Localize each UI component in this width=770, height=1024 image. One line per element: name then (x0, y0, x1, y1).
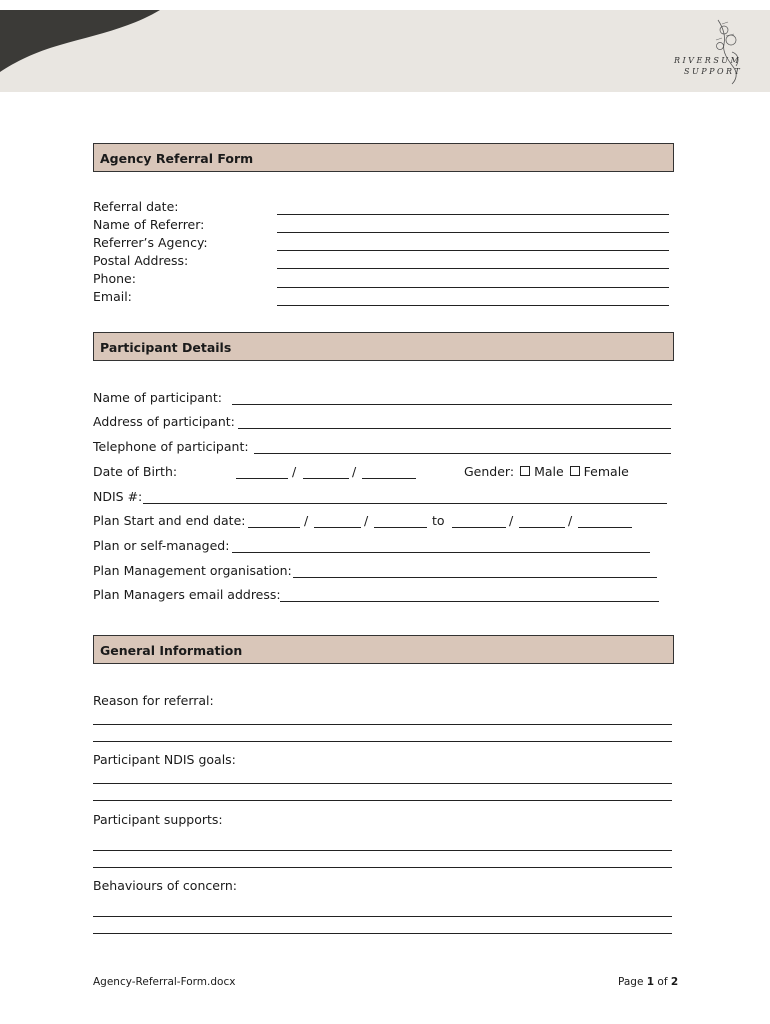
decorative-swoosh (0, 10, 170, 80)
input-line-participant-supports[interactable] (93, 867, 672, 868)
page-of: of (654, 976, 671, 988)
input-line-name-of-participant[interactable] (232, 404, 672, 405)
input-line-referrers-agency[interactable] (277, 250, 669, 251)
field-label-address-of-participant: Address of participant: (93, 414, 235, 429)
gender-male-label: Male (534, 464, 564, 479)
input-line-dob-day[interactable] (236, 478, 288, 479)
field-label-reason-for-referral: Reason for referral: (93, 693, 214, 708)
input-line-participant-ndis-goals[interactable] (93, 783, 672, 784)
field-label-postal-address: Postal Address: (93, 253, 189, 268)
gender-female-label: Female (583, 464, 629, 479)
section-general-information: General Information (93, 635, 674, 664)
input-line-name-of-referrer[interactable] (277, 232, 669, 233)
field-label-plan-dates: Plan Start and end date: (93, 513, 246, 528)
input-line-participant-ndis-goals[interactable] (93, 800, 672, 801)
input-line-participant-supports[interactable] (93, 850, 672, 851)
plan-dates-to-label: to (432, 513, 445, 528)
input-line-ndis-number[interactable] (143, 503, 667, 504)
field-label-referrers-agency: Referrer’s Agency: (93, 235, 208, 250)
input-line-dob-month[interactable] (303, 478, 349, 479)
input-line-plan-start-year[interactable] (374, 527, 427, 528)
field-label-name-of-participant: Name of participant: (93, 390, 222, 405)
footer-page-number (618, 976, 678, 988)
input-line-behaviours-of-concern[interactable] (93, 933, 672, 934)
input-line-plan-end-day[interactable] (452, 527, 506, 528)
plan-end-separator: / (509, 513, 514, 528)
page-prefix: Page (618, 976, 647, 988)
input-line-plan-managers-email[interactable] (280, 601, 659, 602)
input-line-phone[interactable] (277, 287, 669, 288)
page-current: 1 (646, 976, 655, 988)
field-label-telephone-of-participant: Telephone of participant: (93, 439, 249, 454)
gender-group (464, 464, 629, 479)
logo-text-line1: RIVERSUM (674, 56, 742, 65)
input-line-telephone-of-participant[interactable] (254, 453, 671, 454)
input-line-plan-management-organisation[interactable] (293, 577, 657, 578)
field-label-plan-managers-email: Plan Managers email address: (93, 587, 281, 602)
field-label-ndis-number: NDIS #: (93, 489, 143, 504)
footer-filename: Agency-Referral-Form.docx (93, 976, 236, 988)
logo-text-line2: SUPPORT (684, 67, 743, 76)
input-line-email[interactable] (277, 305, 669, 306)
field-label-behaviours-of-concern: Behaviours of concern: (93, 878, 237, 893)
input-line-plan-start-month[interactable] (314, 527, 361, 528)
input-line-referral-date[interactable] (277, 214, 669, 215)
field-label-phone: Phone: (93, 271, 136, 286)
input-line-plan-or-self-managed[interactable] (232, 552, 650, 553)
input-line-postal-address[interactable] (277, 268, 669, 269)
input-line-behaviours-of-concern[interactable] (93, 916, 672, 917)
gender-male-checkbox[interactable] (520, 466, 530, 476)
field-label-email: Email: (93, 289, 132, 304)
input-line-plan-end-year[interactable] (578, 527, 632, 528)
gender-label: Gender: (464, 464, 515, 479)
field-label-date-of-birth: Date of Birth: (93, 464, 178, 479)
plan-end-separator: / (568, 513, 573, 528)
gender-female-checkbox[interactable] (570, 466, 580, 476)
input-line-plan-start-day[interactable] (248, 527, 300, 528)
field-label-participant-ndis-goals: Participant NDIS goals: (93, 752, 236, 767)
input-line-reason-for-referral[interactable] (93, 741, 672, 742)
field-label-participant-supports: Participant supports: (93, 812, 223, 827)
page-total: 2 (670, 976, 679, 988)
field-label-plan-management-organisation: Plan Management organisation: (93, 563, 292, 578)
dob-separator: / (292, 464, 297, 479)
input-line-plan-end-month[interactable] (519, 527, 565, 528)
input-line-dob-year[interactable] (362, 478, 416, 479)
field-label-name-of-referrer: Name of Referrer: (93, 217, 205, 232)
input-line-address-of-participant[interactable] (238, 428, 671, 429)
section-agency-referral-form: Agency Referral Form (93, 143, 674, 172)
section-participant-details: Participant Details (93, 332, 674, 361)
field-label-referral-date: Referral date: (93, 199, 179, 214)
field-label-plan-or-self-managed: Plan or self-managed: (93, 538, 230, 553)
plan-start-separator: / (304, 513, 309, 528)
plan-start-separator: / (364, 513, 369, 528)
input-line-reason-for-referral[interactable] (93, 724, 672, 725)
dob-separator: / (352, 464, 357, 479)
